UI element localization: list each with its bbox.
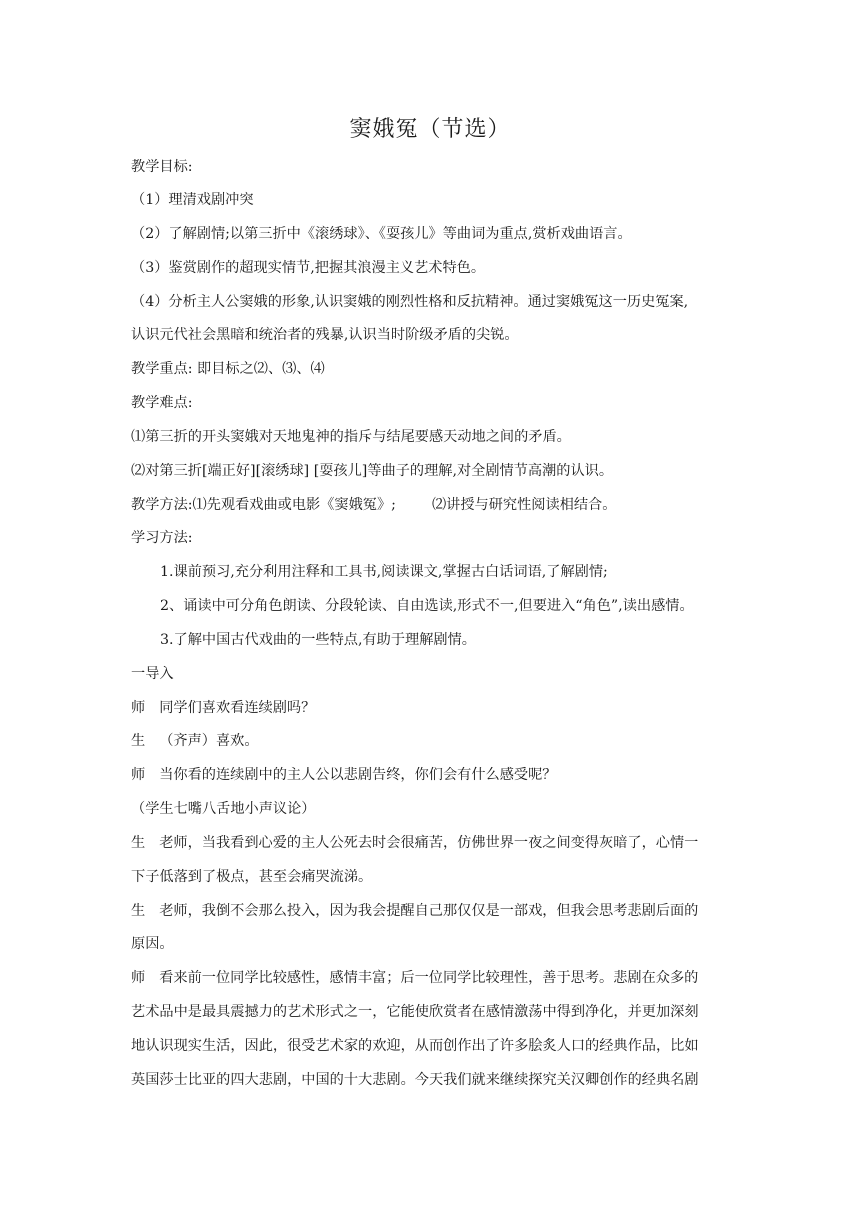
speech-text: （齐声）喜欢。 [159,733,259,749]
speech-text: 老师，当我看到心爱的主人公死去时会很痛苦，仿佛世界一夜之间变得灰暗了，心情一 [159,835,699,851]
dialogue-line [131,968,731,988]
dialogue-continuation: 英国莎士比亚的四大悲剧，中国的十大悲剧。今天我们就来继续探究关汉卿创作的经典名剧 [131,1072,699,1088]
stage-direction: （学生七嘴八舌地小声议论） [131,801,316,817]
dialogue-line [131,901,731,921]
document-title: 窦娥冤（节选） [349,117,511,142]
learning-method-item-3: 3.了解中国古代戏曲的一些特点,有助于理解剧情。 [160,632,476,648]
section-intro-heading: 一导入 [131,666,174,682]
objective-item-3: （3）鉴赏剧作的超现实情节,把握其浪漫主义艺术特色。 [131,260,486,276]
speaker-label: 生 [131,835,146,851]
speech-text: 同学们喜欢看连续剧吗？ [159,700,316,716]
speaker-label: 师 [131,970,146,986]
speaker-label: 生 [131,733,146,749]
objective-item-4-line-1: （4）分析主人公窦娥的形象,认识窦娥的刚烈性格和反抗精神。通过窦娥冤这一历史冤案, [131,294,689,310]
teaching-method-part-1: 教学方法:⑴先观看戏曲或电影《窦娥冤》; [131,497,396,513]
key-points: 教学重点: 即目标之⑵、⑶、⑷ [131,361,325,377]
speaker-label: 师 [131,700,146,716]
learning-method-item-1: 1.课前预习,充分利用注释和工具书,阅读课文,掌握古白话词语,了解剧情; [160,564,608,580]
dialogue-continuation: 艺术品中是最具震撼力的艺术形式之一，它能使欣赏者在感情激荡中得到净化，并更加深刻 [131,1004,699,1020]
speech-text: 当你看的连续剧中的主人公以悲剧告终，你们会有什么感受呢？ [159,767,557,783]
dialogue-continuation: 原因。 [131,936,174,952]
dialogue-continuation: 地认识现实生活，因此，很受艺术家的欢迎，从而创作出了许多脍炙人口的经典作品，比如 [131,1038,699,1054]
objectives-heading: 教学目标: [131,159,193,175]
difficulty-item-1: ⑴第三折的开头窦娥对天地鬼神的指斥与结尾要感天动地之间的矛盾。 [131,429,571,445]
speaker-label: 师 [131,767,146,783]
speaker-label: 生 [131,903,146,919]
teaching-method [131,495,731,515]
dialogue-line [131,731,731,751]
difficulties-heading: 教学难点: [131,395,193,411]
teaching-method-part-2: ⑵讲授与研究性阅读相结合。 [431,497,617,513]
objective-item-4-line-2: 认识元代社会黑暗和统治者的残暴,认识当时阶级矛盾的尖锐。 [131,327,519,343]
speech-text: 老师，我倒不会那么投入，因为我会提醒自己那仅仅是一部戏，但我会思考悲剧后面的 [159,903,699,919]
objective-item-2: （2）了解剧情;以第三折中《滚绣球》、《耍孩儿》等曲词为重点,赏析戏曲语言。 [131,226,632,242]
dialogue-line [131,765,731,785]
dialogue-line [131,698,731,718]
learning-method-item-2: 2、诵读中可分角色朗读、分段轮读、自由选读,形式不一,但要进入“角色”,读出感情。 [160,598,694,614]
dialogue-continuation: 下子低落到了极点，甚至会痛哭流涕。 [131,869,373,885]
difficulty-item-2: ⑵对第三折[端正好][滚绣球] [耍孩儿]等曲子的理解,对全剧情节高潮的认识。 [131,463,614,479]
objective-item-1: （1）理清戏剧冲突 [131,192,254,208]
speech-text: 看来前一位同学比较感性，感情丰富；后一位同学比较理性，善于思考。悲剧在众多的 [159,970,699,986]
dialogue-line [131,833,731,853]
learning-method-heading: 学习方法: [131,530,193,546]
